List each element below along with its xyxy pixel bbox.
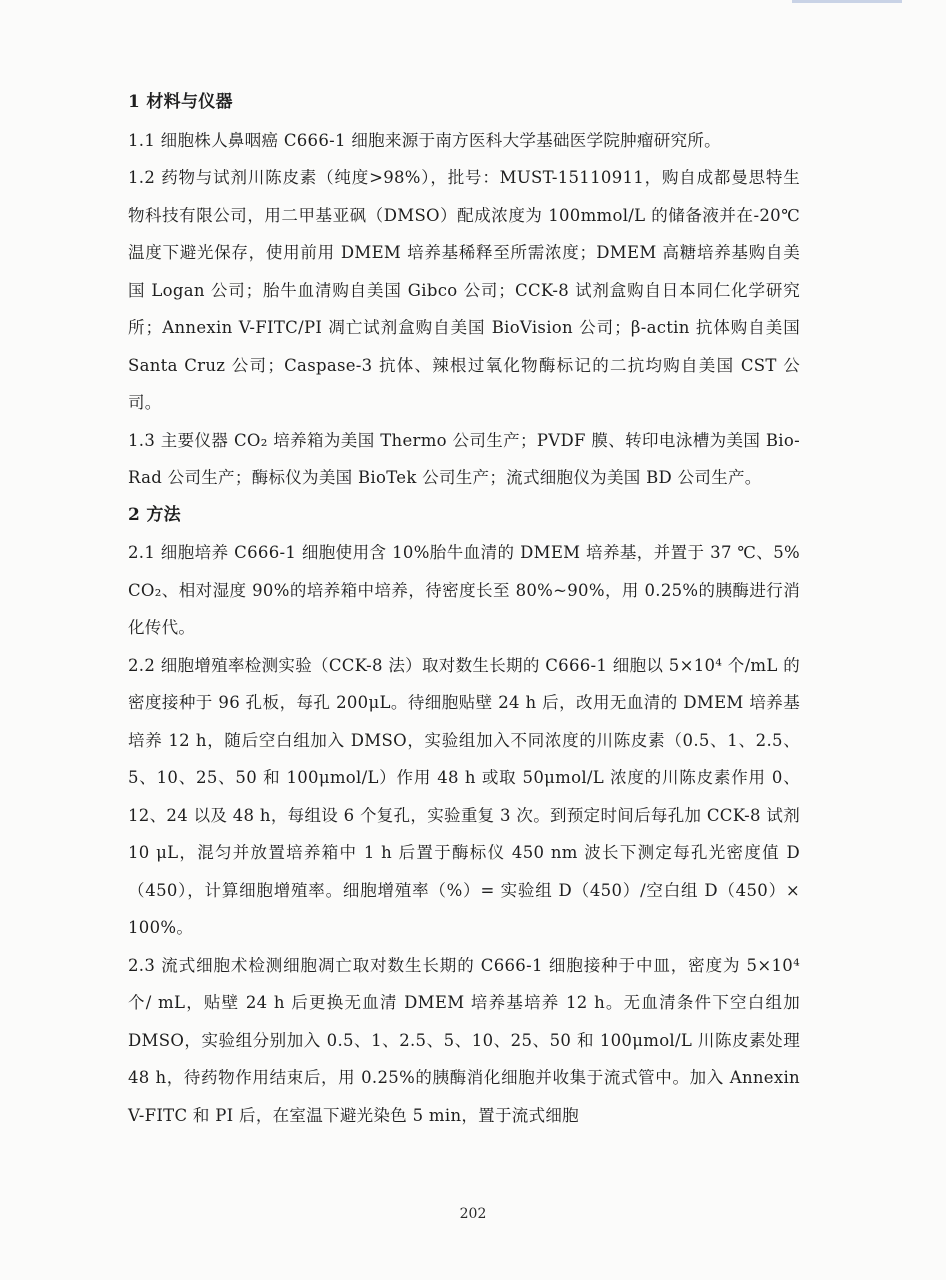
paragraph-instruments: 1.3 主要仪器 CO₂ 培养箱为美国 Thermo 公司生产；PVDF 膜、转印电泳槽为美国 Bio-Rad 公司生产；酶标仪为美国 BioTek 公司生产；流式细胞仪为美国 BD 公司生产。 — [128, 430, 800, 487]
paragraph-cell-culture: 2.1 细胞培养 C666-1 细胞使用含 10%胎牛血清的 DMEM 培养基，并置于 37 ℃、5% CO₂、相对湿度 90%的培养箱中培养，待密度长至 80%~90%，用 0.25%的胰酶进行消化传代。 — [128, 543, 800, 637]
section-heading-methods: 2 方法 — [128, 504, 181, 525]
page-number: 202 — [459, 1206, 487, 1222]
section-heading-materials: 1 材料与仪器 — [128, 92, 233, 112]
scan-edge-mark — [792, 0, 902, 3]
document-body — [128, 84, 800, 1134]
paragraph-cck8-assay: 2.2 细胞增殖率检测实验（CCK-8 法）取对数生长期的 C666-1 细胞以 5×10⁴ 个/mL 的密度接种于 96 孔板，每孔 200μL。待细胞贴壁 24 h 后，改用无血清的 DMEM 培养基培养 12 h，随后空白组加入 DMSO，实验组加入不同浓度的川陈皮素（0.5、1、2.5、5、10、25、50 和 100μmol/L）作用 48 h 或取 50μmol/L 浓度的川陈皮素作用 0、12、24 以及 48 h，每组设 6 个复孔，实验重复 3 次。到预定时间后每孔加 CCK-8 试剂 10 μL，混匀并放置培养箱中 1 h 后置于酶标仪 450 nm 波长下测定每孔光密度值 D（450），计算细胞增殖率。细胞增殖率（%）= 实验组 D（450）/空白组 D（450）× 100%。 — [128, 655, 800, 937]
paragraph-flow-cytometry: 2.3 流式细胞术检测细胞凋亡取对数生长期的 C666-1 细胞接种于中皿，密度为 5×10⁴ 个/ mL，贴壁 24 h 后更换无血清 DMEM 培养基培养 12 h。无血清条件下空白组加 DMSO，实验组分别加入 0.5、1、2.5、5、10、25、50 和 100μmol/L 川陈皮素处理 48 h，待药物作用结束后，用 0.25%的胰酶消化细胞并收集于流式管中。加入 Annexin V-FITC 和 PI 后，在室温下避光染色 5 min，置于流式细胞 — [128, 955, 800, 1125]
paragraph-cell-line: 1.1 细胞株人鼻咽癌 C666-1 细胞来源于南方医科大学基础医学院肿瘤研究所。 — [128, 130, 721, 150]
paragraph-drugs-reagents: 1.2 药物与试剂川陈皮素（纯度>98%），批号：MUST-15110911，购自成都曼思特生物科技有限公司，用二甲基亚砜（DMSO）配成浓度为 100mmol/L 的储备液并在-20℃温度下避光保存，使用前用 DMEM 培养基稀释至所需浓度；DMEM 高糖培养基购自美国 Logan 公司；胎牛血清购自美国 Gibco 公司；CCK-8 试剂盒购自日本同仁化学研究所；Annexin V-FITC/PI 凋亡试剂盒购自美国 BioVision 公司；β-actin 抗体购自美国 Santa Cruz 公司；Caspase-3 抗体、辣根过氧化物酶标记的二抗均购自美国 CST 公司。 — [128, 168, 800, 412]
